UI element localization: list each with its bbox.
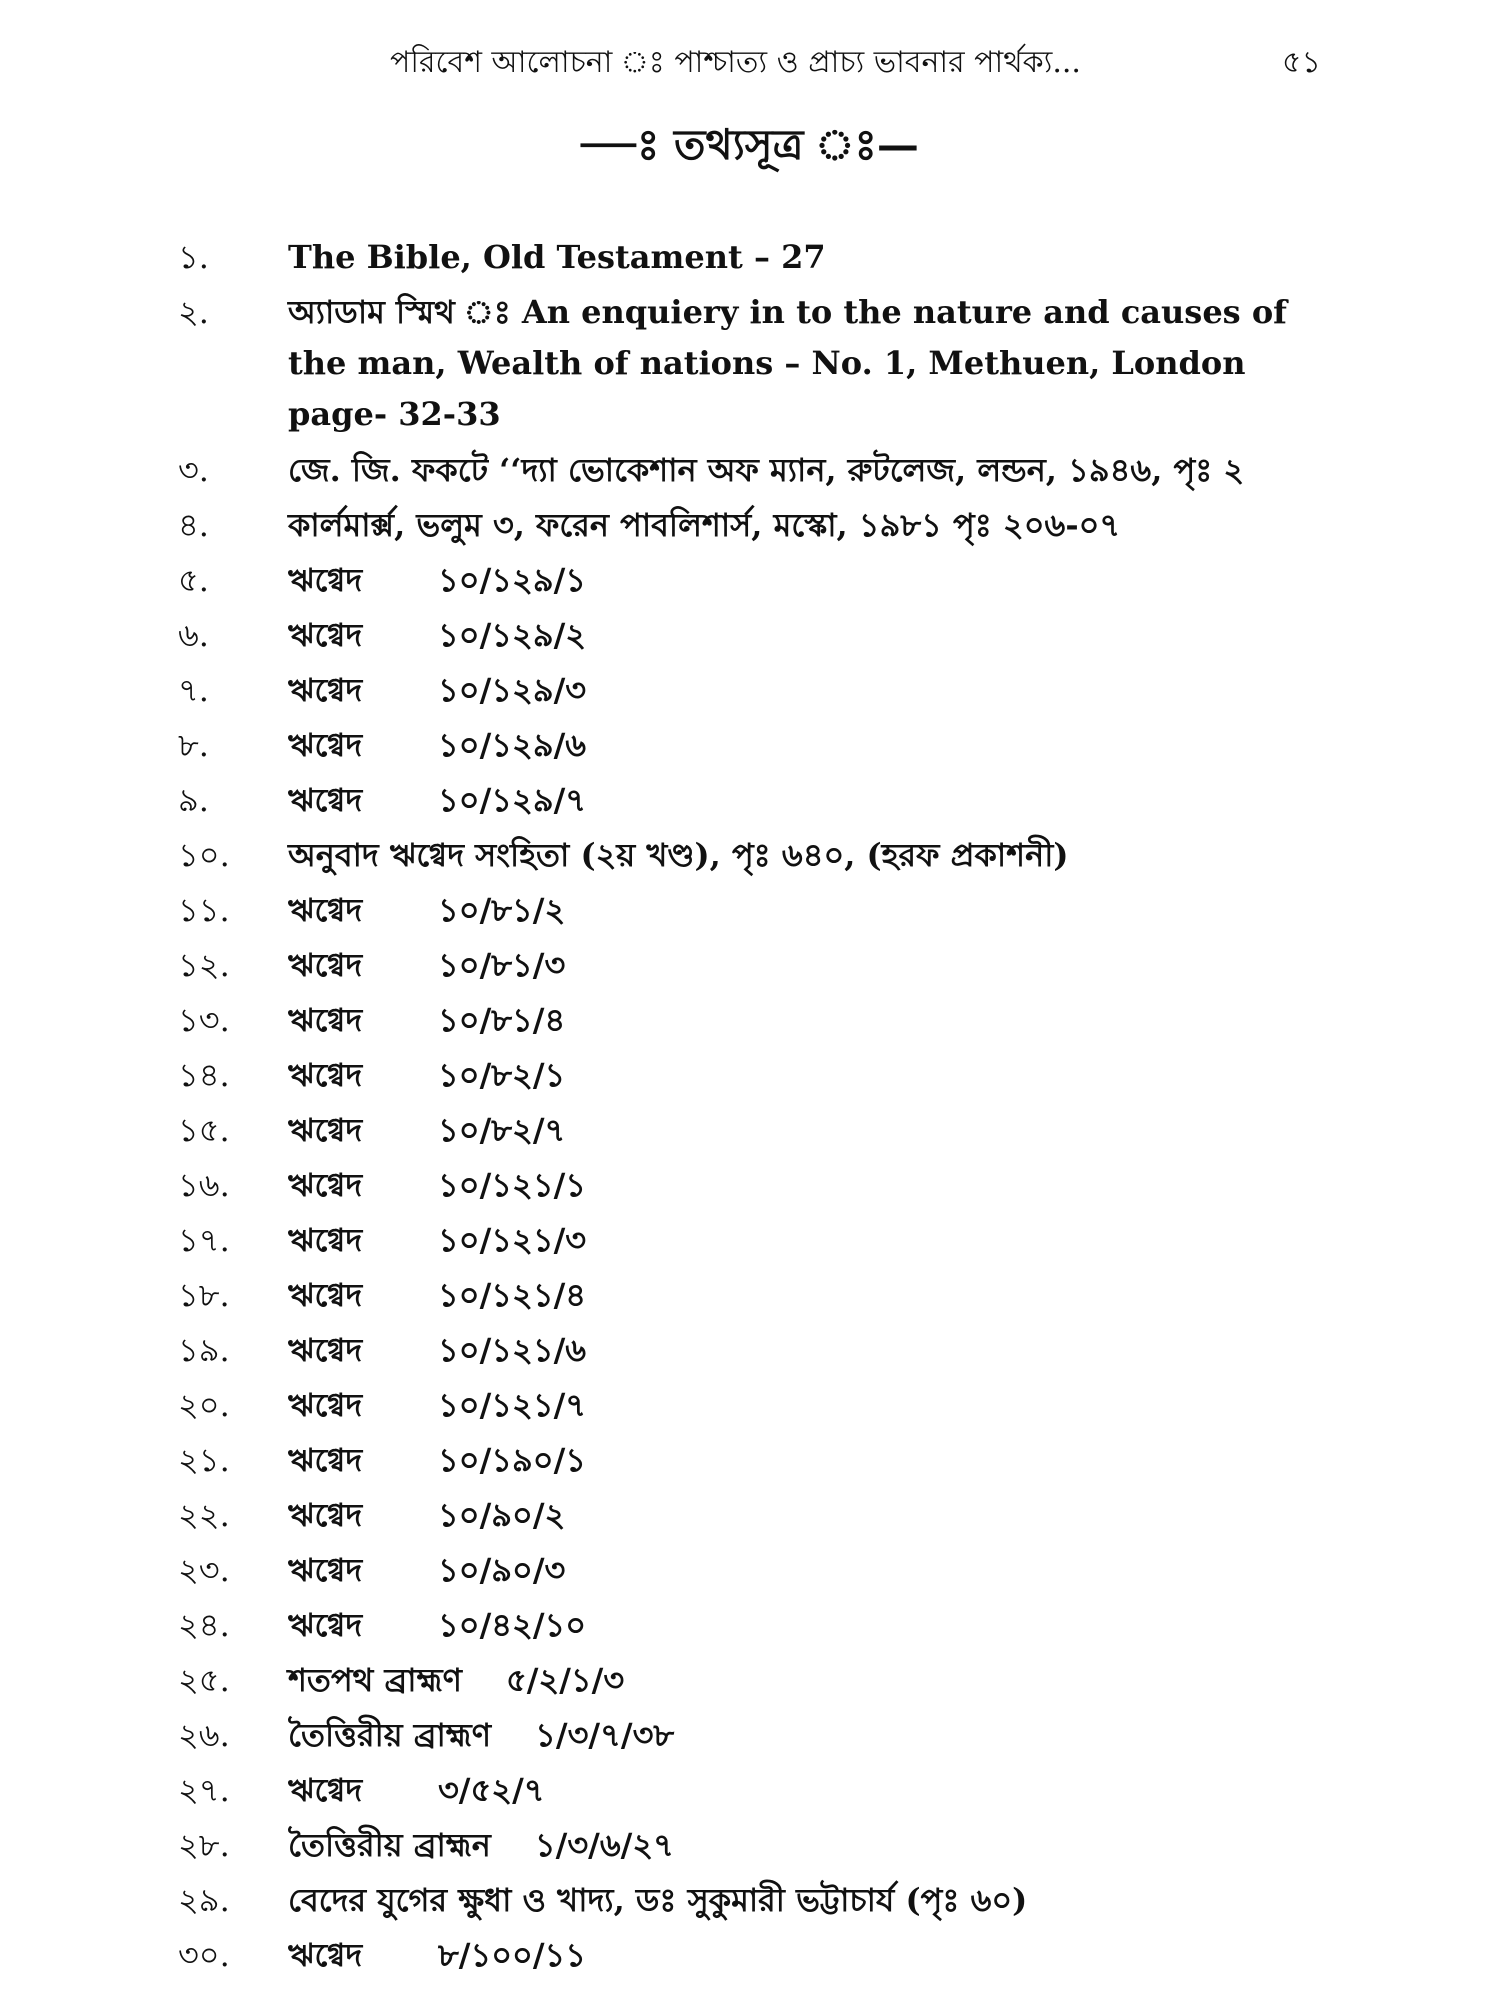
page-number: ৫১ (1282, 45, 1321, 80)
reference-item (178, 1435, 1338, 1490)
reference-citation (288, 610, 1338, 661)
reference-number: ২৮. (178, 1826, 230, 1864)
reference-locator: ১০/১২৯/১ (438, 561, 587, 599)
reference-citation (288, 1600, 1338, 1651)
reference-item (178, 775, 1338, 830)
reference-source: তৈত্তিরীয় ব্রাহ্মন (288, 1826, 491, 1864)
reference-source: ঋগ্বেদ (288, 726, 363, 764)
reference-citation (288, 1930, 1338, 1981)
reference-citation (288, 555, 1338, 606)
reference-number: ৭. (178, 671, 209, 709)
reference-citation (288, 1490, 1338, 1541)
reference-source: ঋগ্বেদ (288, 1166, 363, 1204)
reference-locator: ১০/১২৯/৬ (438, 726, 587, 764)
reference-text: অ্যাডাম স্মিথ ঃ An enquiery in to the nature and causes of the man, Wealth of nations – No. 1, Methuen, London page- 32-33 (288, 293, 1287, 433)
reference-locator: ১০/৪২/১০ (438, 1606, 587, 1644)
reference-number: ১৮. (178, 1276, 230, 1314)
reference-item (178, 1215, 1338, 1270)
reference-locator: ৮/১০০/১১ (438, 1936, 587, 1974)
reference-source: ঋগ্বেদ (288, 671, 363, 709)
running-header: পরিবেশ আলোচনা ঃ পাশ্চাত্য ও প্রাচ্য ভাবনার পার্থক্য... (390, 45, 1081, 80)
reference-number: ১৪. (178, 1056, 230, 1094)
reference-locator: ১০/১২১/৬ (438, 1331, 587, 1369)
reference-number: ২৭. (178, 1771, 230, 1809)
reference-number: ১২. (178, 946, 230, 984)
reference-locator: ৩/৫২/৭ (438, 1771, 545, 1809)
reference-source: শতপথ ব্রাহ্মণ (288, 1661, 462, 1699)
reference-source: ঋগ্বেদ (288, 1221, 363, 1259)
reference-locator: ১০/১২১/১ (438, 1166, 587, 1204)
reference-source: ঋগ্বেদ (288, 1606, 363, 1644)
reference-locator: ১০/১৯০/১ (438, 1441, 587, 1479)
reference-source: ঋগ্বেদ (288, 1771, 363, 1809)
reference-number: ৩০. (178, 1936, 230, 1974)
reference-citation (288, 1710, 1338, 1761)
reference-number: ২৩. (178, 1551, 230, 1589)
reference-item (178, 1600, 1338, 1655)
reference-citation (288, 1215, 1338, 1266)
reference-locator: ১০/৮১/৪ (438, 1001, 566, 1039)
reference-text: The Bible, Old Testament – 27 (288, 238, 826, 276)
reference-number: ১৬. (178, 1166, 230, 1204)
reference-citation (288, 1105, 1338, 1156)
reference-locator: ৫/২/১/৩ (505, 1661, 625, 1699)
reference-number: ১৯. (178, 1331, 230, 1369)
reference-number: ৯. (178, 781, 209, 819)
reference-source: ঋগ্বেদ (288, 1111, 363, 1149)
reference-item (178, 995, 1338, 1050)
reference-citation (288, 1050, 1338, 1101)
reference-citation (288, 720, 1338, 771)
reference-item (178, 885, 1338, 940)
reference-source: ঋগ্বেদ (288, 891, 363, 929)
reference-locator: ১/৩/৭/৩৮ (535, 1716, 675, 1754)
reference-item (178, 1820, 1338, 1875)
reference-item (178, 1545, 1338, 1600)
reference-locator: ১০/৮১/৩ (438, 946, 566, 984)
reference-number: ৬. (178, 616, 209, 654)
reference-number: ৩. (178, 451, 209, 489)
reference-locator: ১০/১২১/৭ (438, 1386, 587, 1424)
reference-number: ৫. (178, 561, 209, 599)
reference-number: ১. (178, 238, 209, 276)
reference-number: ২৪. (178, 1606, 230, 1644)
reference-number: ২২. (178, 1496, 230, 1534)
reference-locator: ১০/৮২/৭ (438, 1111, 566, 1149)
reference-citation (288, 1435, 1338, 1486)
reference-source: ঋগ্বেদ (288, 616, 363, 654)
reference-item (178, 1050, 1338, 1105)
reference-citation (288, 995, 1338, 1046)
reference-source: ঋগ্বেদ (288, 1001, 363, 1039)
reference-text: অনুবাদ ঋগ্বেদ সংহিতা (২য় খণ্ড), পৃঃ ৬৪০, (হরফ প্রকাশনী) (288, 836, 1069, 874)
reference-citation (288, 1820, 1338, 1871)
reference-citation (288, 1655, 1338, 1706)
reference-item (178, 1490, 1338, 1545)
reference-item (178, 500, 1338, 555)
reference-citation (288, 775, 1338, 826)
reference-citation (288, 940, 1338, 991)
reference-item (178, 287, 1338, 445)
reference-source: তৈত্তিরীয় ব্রাহ্মণ (288, 1716, 492, 1754)
reference-source: ঋগ্বেদ (288, 946, 363, 984)
reference-citation (288, 1325, 1338, 1376)
reference-source: ঋগ্বেদ (288, 561, 363, 599)
reference-item (178, 555, 1338, 610)
reference-list (178, 232, 1338, 1985)
reference-locator: ১০/১২১/৩ (438, 1221, 587, 1259)
reference-source: ঋগ্বেদ (288, 1496, 363, 1534)
reference-item (178, 1380, 1338, 1435)
reference-locator: ১০/১২৯/২ (438, 616, 587, 654)
reference-number: ২০. (178, 1386, 230, 1424)
reference-item (178, 1655, 1338, 1710)
reference-item (178, 665, 1338, 720)
reference-number: ১৫. (178, 1111, 230, 1149)
reference-text: বেদের যুগের ক্ষুধা ও খাদ্য, ডঃ সুকুমারী ভট্টাচার্য (পৃঃ ৬০) (288, 1881, 1028, 1919)
reference-number: ১০. (178, 836, 230, 874)
reference-citation (288, 1765, 1338, 1816)
reference-item (178, 720, 1338, 775)
reference-item (178, 445, 1338, 500)
reference-locator: ১০/১২৯/৭ (438, 781, 587, 819)
reference-item (178, 1765, 1338, 1820)
reference-item (178, 830, 1338, 885)
reference-locator: ১০/১২১/৪ (438, 1276, 587, 1314)
reference-number: ২৯. (178, 1881, 230, 1919)
reference-citation (288, 1270, 1338, 1321)
reference-number: ৪. (178, 506, 209, 544)
section-title: —ঃ তথ্যসূত্র ঃ— (581, 120, 919, 169)
reference-source: ঋগ্বেদ (288, 1056, 363, 1094)
reference-item (178, 1875, 1338, 1930)
reference-source: ঋগ্বেদ (288, 1551, 363, 1589)
reference-item (178, 1105, 1338, 1160)
reference-item (178, 610, 1338, 665)
reference-source: ঋগ্বেদ (288, 1386, 363, 1424)
reference-locator: ১০/৯০/৩ (438, 1551, 566, 1589)
reference-source: ঋগ্বেদ (288, 1276, 363, 1314)
reference-item (178, 1325, 1338, 1380)
reference-number: ২৫. (178, 1661, 230, 1699)
reference-source: ঋগ্বেদ (288, 1331, 363, 1369)
reference-citation (288, 1160, 1338, 1211)
reference-locator: ১০/১২৯/৩ (438, 671, 587, 709)
reference-number: ১১. (178, 891, 230, 929)
reference-citation (288, 665, 1338, 716)
reference-number: ২. (178, 293, 209, 331)
reference-number: ৮. (178, 726, 209, 764)
reference-text: জে. জি. ফকটে ‘‘দ্যা ভোকেশান অফ ম্যান, রুটলেজ, লন্ডন, ১৯৪৬, পৃঃ ২ (288, 451, 1245, 489)
reference-item (178, 1160, 1338, 1215)
reference-number: ২১. (178, 1441, 230, 1479)
reference-number: ১৩. (178, 1001, 230, 1039)
reference-number: ২৬. (178, 1716, 230, 1754)
reference-number: ১৭. (178, 1221, 230, 1259)
reference-locator: ১/৩/৬/২৭ (534, 1826, 674, 1864)
reference-source: ঋগ্বেদ (288, 781, 363, 819)
reference-item (178, 232, 1338, 287)
reference-citation (288, 885, 1338, 936)
reference-locator: ১০/৮২/১ (438, 1056, 566, 1094)
reference-source: ঋগ্বেদ (288, 1936, 363, 1974)
reference-text: কার্লমার্ক্স, ভলুম ৩, ফরেন পাবলিশার্স, মস্কো, ১৯৮১ পৃঃ ২০৬-০৭ (288, 506, 1121, 544)
reference-source: ঋগ্বেদ (288, 1441, 363, 1479)
reference-citation (288, 1545, 1338, 1596)
reference-locator: ১০/৯০/২ (438, 1496, 566, 1534)
reference-citation (288, 1380, 1338, 1431)
reference-item (178, 1930, 1338, 1985)
reference-item (178, 1270, 1338, 1325)
reference-item (178, 940, 1338, 995)
reference-item (178, 1710, 1338, 1765)
reference-locator: ১০/৮১/২ (438, 891, 566, 929)
